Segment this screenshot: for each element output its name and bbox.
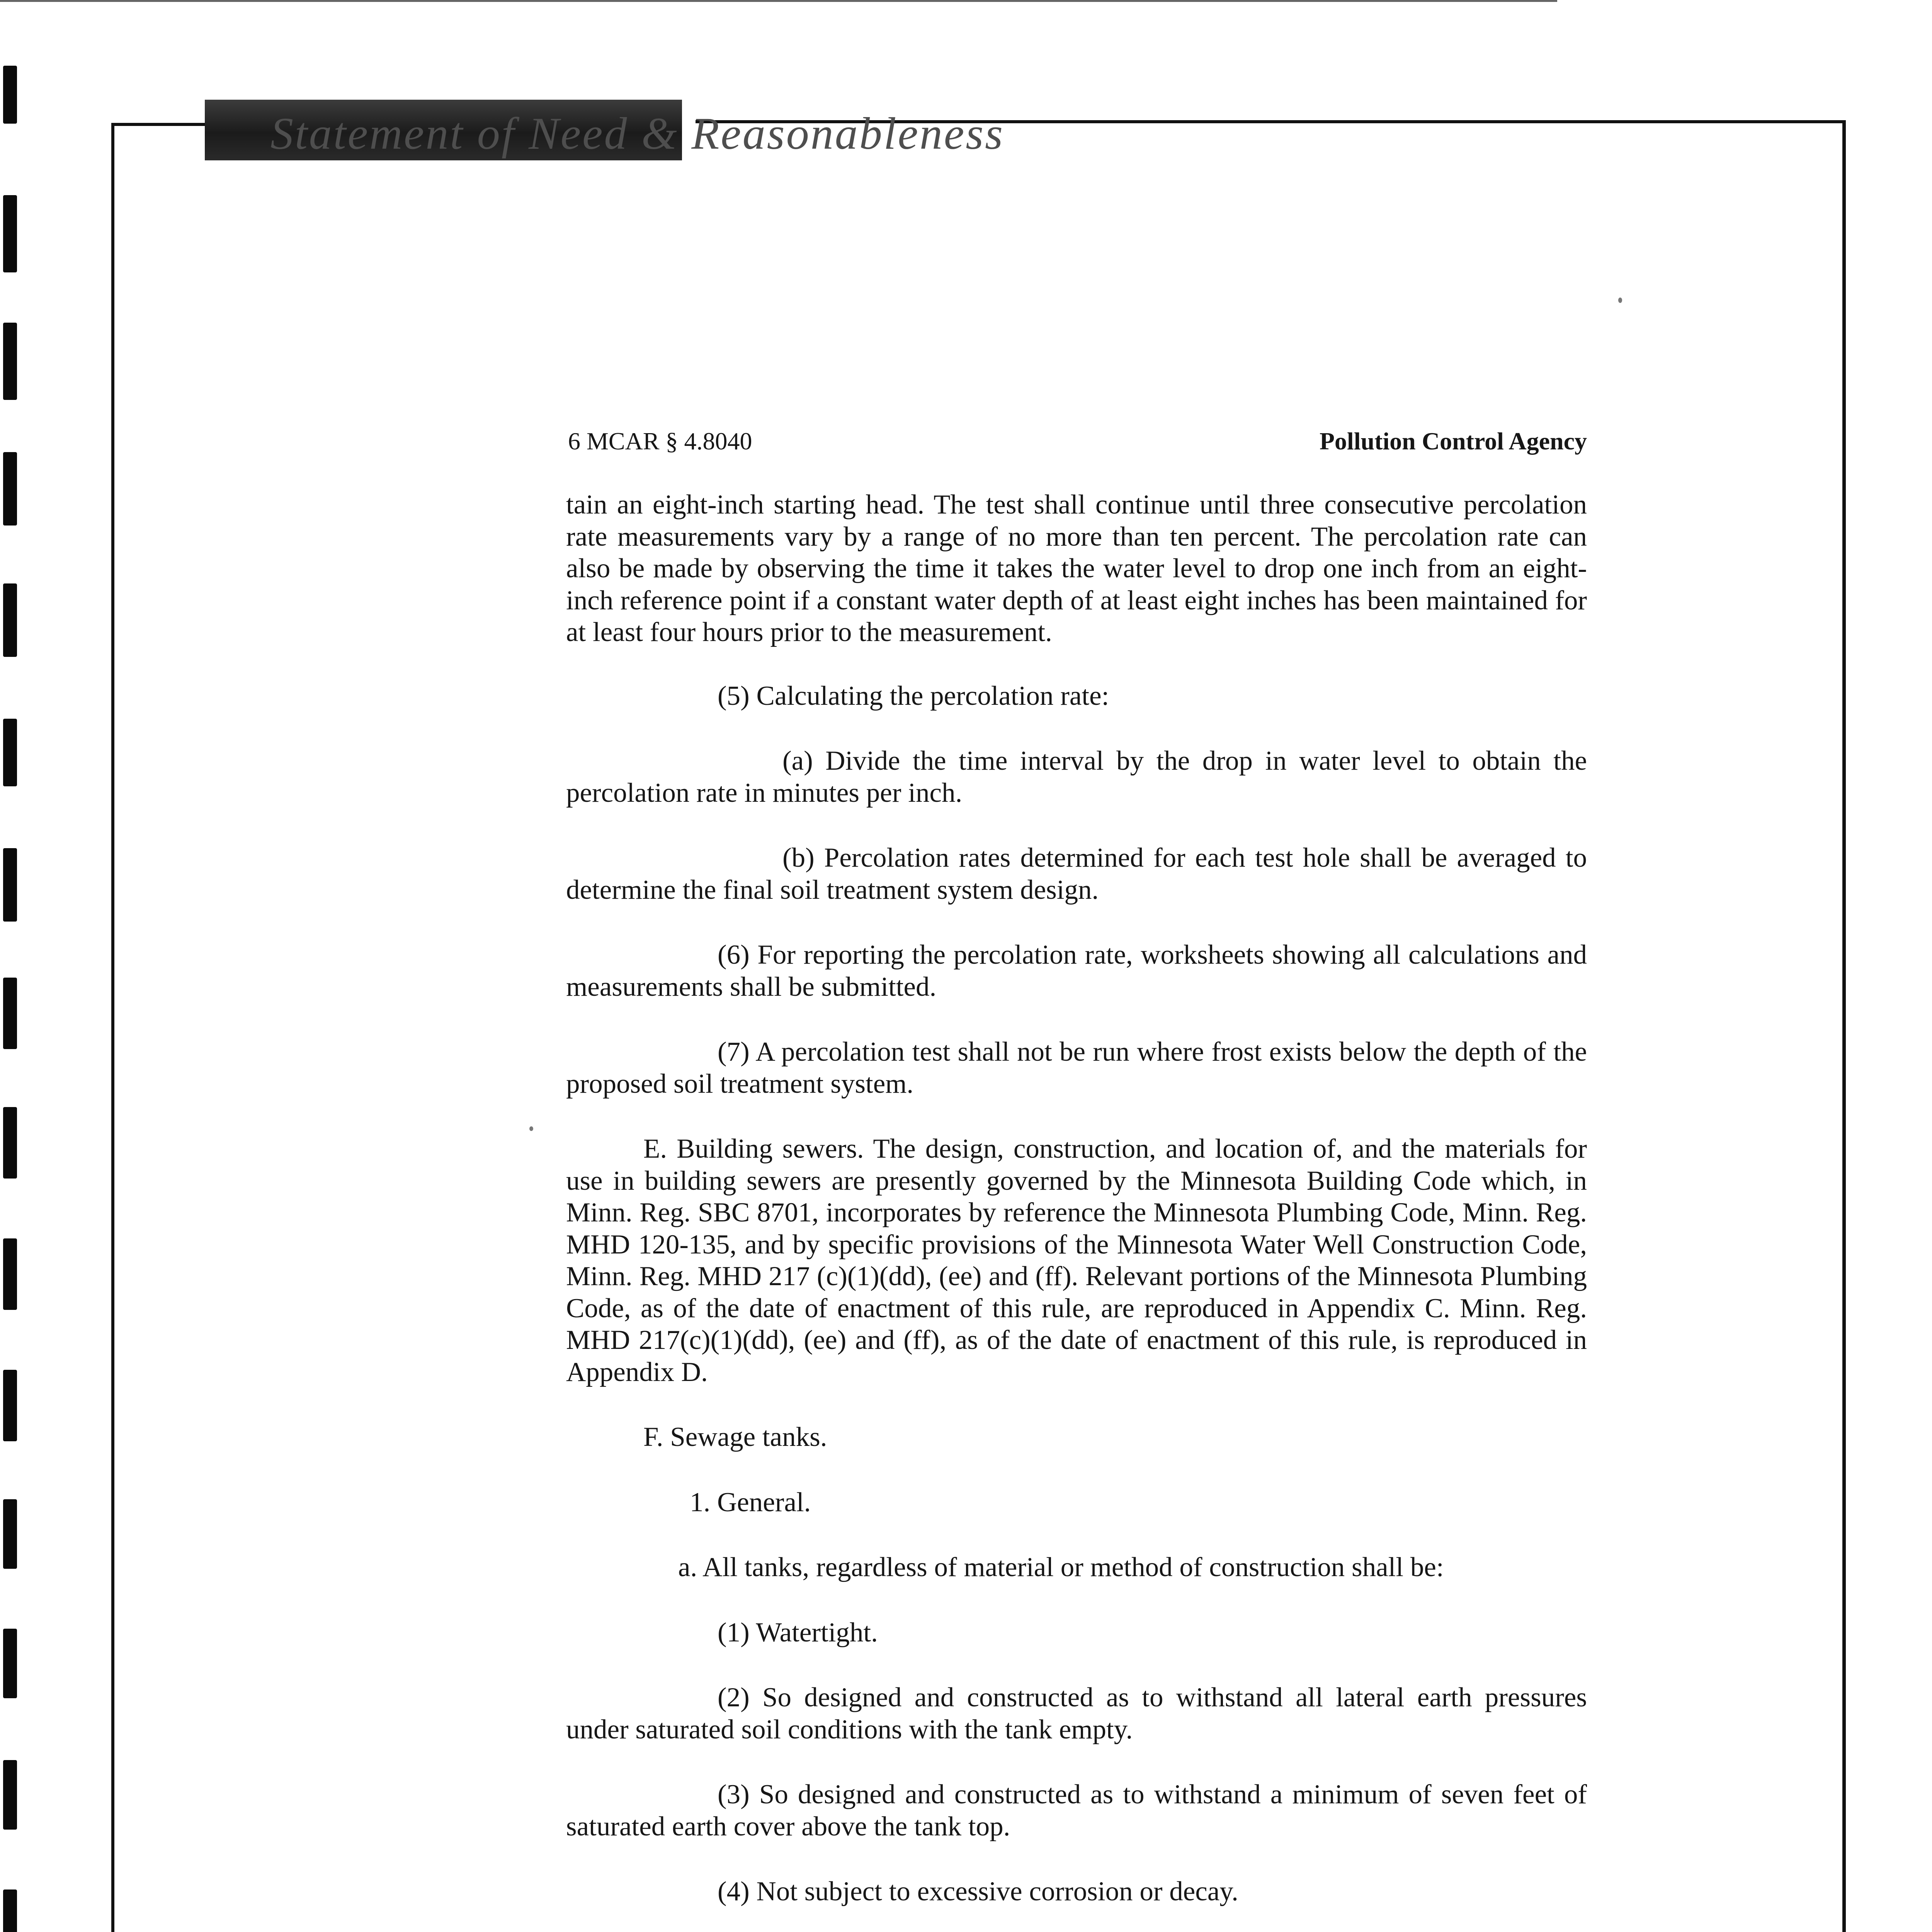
section-e-paragraph: E. Building sewers. The design, construction, and location of, and the materials for use in building sewers are presently governed by the Minnesota Building Code which, in Minn. Reg. SBC 8701, incorporates by reference the Minnesota Plumbing Code, Minn. Reg. MHD 120-135, and by specific provisions of the Minnesota Water Well Construction Code, Minn. Reg. MHD 217 (c)(1)(dd), (ee) and (ff). Relevant portions of the Minnesota Plumbing Code, as of the date of enactment of this rule, are reproduced in Appendix C. Minn. Reg. MHD 217(c)(1)(dd), (ee) and (ff), as of the date of enactment of this rule, is reproduced in Appendix D. bbox=[566, 1134, 1587, 1387]
binding-mark bbox=[3, 66, 17, 124]
scan-speck bbox=[529, 1126, 533, 1131]
header-banner bbox=[205, 100, 1005, 160]
binding-mark bbox=[3, 1629, 17, 1698]
list-item: (3) So designed and constructed as to withstand a minimum of seven feet of saturated earth cover above the tank top. bbox=[566, 1779, 1587, 1842]
document-body bbox=[566, 489, 1587, 1932]
section-heading: F. Sewage tanks. bbox=[643, 1422, 827, 1452]
binding-mark bbox=[3, 978, 17, 1049]
binding-mark bbox=[3, 1107, 17, 1179]
frame-left bbox=[111, 123, 114, 1932]
paragraph: (7) A percolation test shall not be run where frost exists below the depth of the proposed soil treatment system. bbox=[566, 1037, 1587, 1099]
paragraph: tain an eight-inch starting head. The test shall continue until three consecutive percolation rate measurements vary by a range of no more than ten percent. The percolation rate can also be made by observing the time it takes the water level to drop one inch from an eight-inch reference point if a constant water depth of at least eight inches has been maintained for at least four hours prior to the measurement. bbox=[566, 490, 1587, 647]
agency-name: Pollution Control Agency bbox=[1319, 427, 1587, 455]
list-item: (1) Watertight. bbox=[718, 1617, 878, 1648]
binding-mark bbox=[3, 1889, 17, 1932]
binding-mark bbox=[3, 583, 17, 657]
paragraph: (b) Percolation rates determined for each test hole shall be averaged to determine the final soil treatment system design. bbox=[566, 843, 1587, 905]
page-citation: 6 MCAR § 4.8040 bbox=[568, 427, 752, 455]
binding-mark bbox=[3, 1238, 17, 1310]
paragraph: (6) For reporting the percolation rate, worksheets showing all calculations and measurements shall be submitted. bbox=[566, 940, 1587, 1002]
binding-mark bbox=[3, 195, 17, 272]
binding-mark bbox=[3, 1760, 17, 1830]
binding-mark bbox=[3, 323, 17, 400]
binding-mark bbox=[3, 848, 17, 922]
list-item: (4) Not subject to excessive corrosion or decay. bbox=[718, 1876, 1238, 1906]
paragraph: (a) Divide the time interval by the drop in water level to obtain the percolation rate in minutes per inch. bbox=[566, 746, 1587, 808]
subsection-heading: 1. General. bbox=[690, 1487, 811, 1517]
binding-mark bbox=[3, 719, 17, 786]
scan-speck bbox=[1618, 298, 1622, 303]
top-edge-line bbox=[0, 0, 1557, 2]
frame-top-left bbox=[113, 123, 206, 126]
list-item: (2) So designed and constructed as to withstand all lateral earth pressures under saturated soil conditions with the tank empty. bbox=[566, 1682, 1587, 1745]
binding-mark bbox=[3, 452, 17, 526]
binding-mark bbox=[3, 1499, 17, 1569]
paragraph: (5) Calculating the percolation rate: bbox=[718, 680, 1109, 711]
header-banner-text: Statement of Need & Reasonableness bbox=[270, 108, 1005, 159]
paragraph: a. All tanks, regardless of material or method of construction shall be: bbox=[678, 1552, 1444, 1582]
frame-right bbox=[1842, 120, 1846, 1932]
binding-mark bbox=[3, 1370, 17, 1441]
